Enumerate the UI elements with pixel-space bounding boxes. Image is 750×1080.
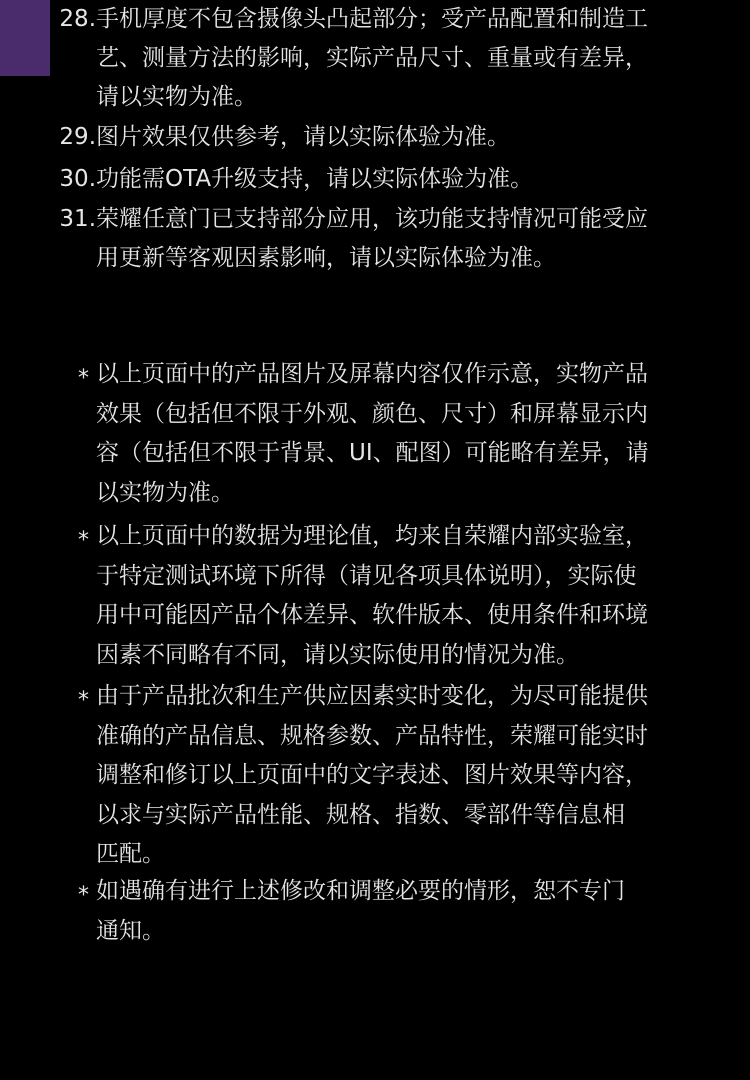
disclaimer-text: 以上页面中的数据为理论值，均来自荣耀内部实验室， 于特定测试环境下所得（请见各项具体说明），实际使 用中可能因产品个体差异、软件版本、使用条件和环境 因素不同略有不同，请以实际使用的情况为准。: [96, 523, 648, 668]
footnote-number: 28.: [59, 6, 96, 32]
footnote-number: 29.: [59, 124, 96, 150]
footnote-text: 荣耀任意门已支持部分应用，该功能支持情况可能受应 用更新等客观因素影响，请以实际体验为准。: [96, 206, 648, 271]
disclaimer-item: [0, 872, 676, 951]
asterisk-marker: *: [78, 366, 89, 391]
disclaimer-item: [0, 677, 676, 875]
footnote-number: 31.: [59, 206, 96, 232]
asterisk-marker: *: [78, 528, 89, 553]
asterisk-marker: *: [78, 688, 89, 713]
footnote-text: 功能需OTA升级支持，请以实际体验为准。: [96, 166, 534, 192]
footnote-text: 手机厚度不包含摄像头凸起部分；受产品配置和制造工 艺、测量方法的影响，实际产品尺寸、重量或有差异， 请以实物为准。: [96, 6, 648, 110]
footnote-item: [0, 200, 750, 278]
disclaimer-text: 以上页面中的产品图片及屏幕内容仅作示意，实物产品 效果（包括但不限于外观、颜色、尺寸）和屏幕显示内 容（包括但不限于背景、UI、配图）可能略有差异，请 以实物为准。: [96, 361, 649, 506]
asterisk-marker: *: [78, 883, 89, 908]
footnote-item: [0, 0, 750, 117]
disclaimer-text: 由于产品批次和生产供应因素实时变化，为尽可能提供 准确的产品信息、规格参数、产品特性，荣耀可能实时 调整和修订以上页面中的文字表述、图片效果等内容， 以求与实际产品性能、规格、指数、零部件等信息相 匹配。: [96, 683, 648, 867]
disclaimer-item: [0, 517, 676, 675]
disclaimer-item: [0, 355, 676, 513]
footnote-item: [0, 118, 750, 157]
footnote-number: 30.: [59, 166, 96, 192]
disclaimer-text: 如遇确有进行上述修改和调整必要的情形，恕不专门 通知。: [96, 878, 625, 944]
footnote-text: 图片效果仅供参考，请以实际体验为准。: [96, 124, 510, 150]
footnote-item: [0, 160, 750, 199]
